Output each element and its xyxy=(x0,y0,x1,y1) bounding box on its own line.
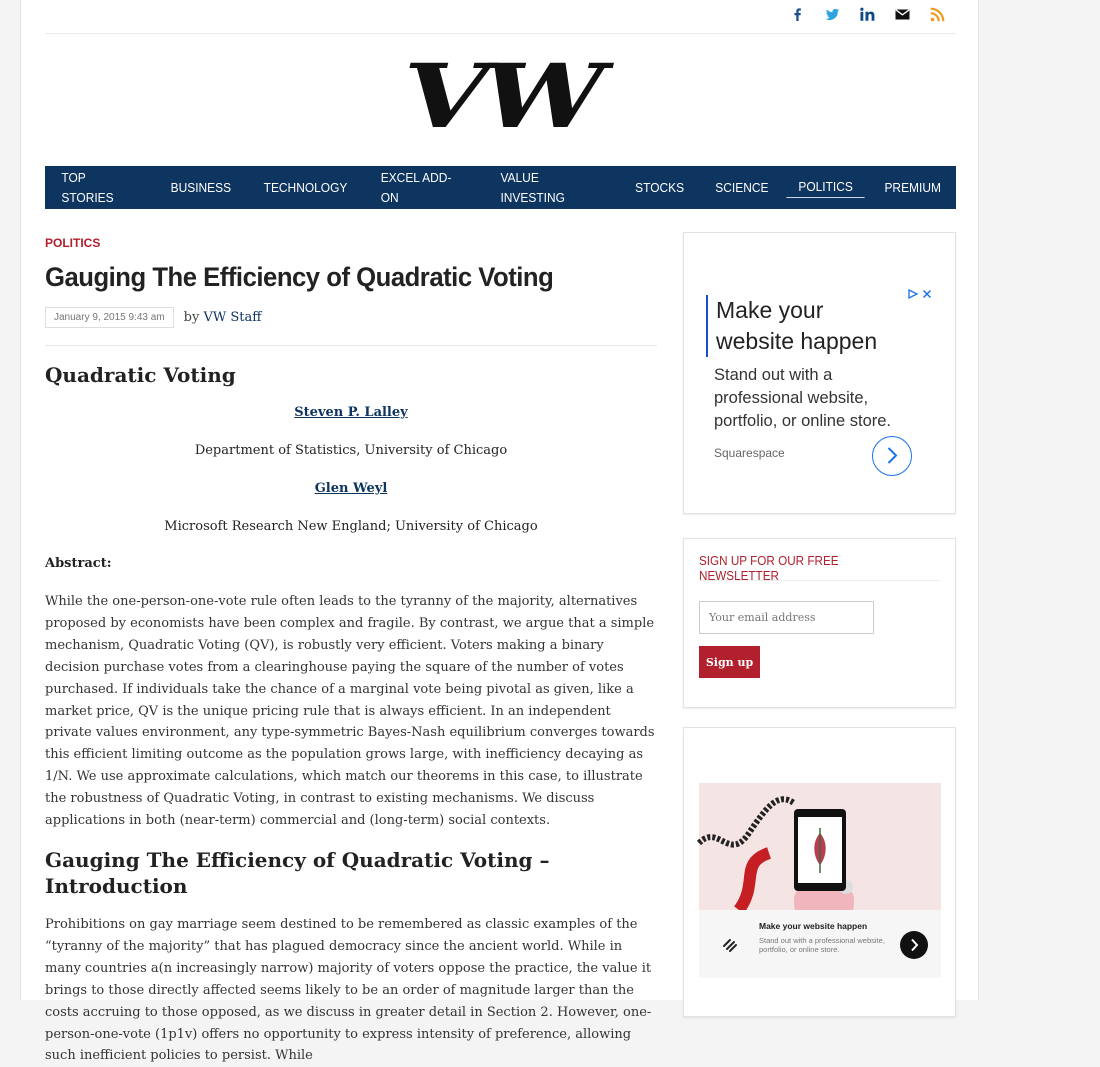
chevron-right-icon xyxy=(900,931,928,959)
newsletter-title: SIGN UP FOR OUR FREE NEWSLETTER xyxy=(699,553,839,583)
author1-link[interactable]: Steven P. Lalley xyxy=(294,405,408,420)
ad-squarespace-bottom[interactable] xyxy=(683,727,956,1017)
intro-text: Prohibitions on gay marriage seem destined to be remembered as classic examples of the “tyranny of the majority” that has plagued democracy since the ancient world. While in many countries a(n increasingly narrow) majority of voters oppose the practice, the value it brings to those directly affected seems likely to be an order of magnitude larger than the costs accruing to those opposed, as we discuss in greater detail in Section 2. However, one-person-one-vote (1p1v) offers no opportunity to express intensity of preference, allowing such inefficient policies to persist. While xyxy=(45,916,652,1064)
ad-card-arrow-button[interactable] xyxy=(900,931,928,959)
article-date: January 9, 2015 9:43 am xyxy=(45,307,174,328)
ad-headline-line1: Make your xyxy=(716,297,824,323)
author1-line xyxy=(45,401,657,425)
sign-up-button[interactable]: Sign up xyxy=(699,646,760,678)
ad-card-description: Stand out with a professional website, portfolio, or online store. xyxy=(759,936,885,954)
nav-premium[interactable]: PREMIUM xyxy=(884,179,941,195)
article-title: Gauging The Efficiency of Quadratic Voting xyxy=(45,262,554,292)
nav-excel-add-on[interactable]: EXCEL ADD-ON xyxy=(380,169,452,205)
ad-card-title: Make your website happen xyxy=(759,921,868,931)
ad-squarespace-top[interactable] xyxy=(683,232,956,514)
linkedin-icon[interactable] xyxy=(857,4,878,25)
main-nav xyxy=(45,166,956,209)
abstract-label: Abstract: xyxy=(45,556,112,571)
top-bar xyxy=(45,0,956,34)
author-link[interactable]: VW Staff xyxy=(203,309,262,325)
article-meta xyxy=(45,306,657,328)
nav-politics[interactable]: POLITICS xyxy=(787,177,865,198)
facebook-icon[interactable] xyxy=(787,4,808,25)
site-logo[interactable]: VW xyxy=(403,44,598,148)
squarespace-logo-icon xyxy=(721,936,739,954)
email-field[interactable] xyxy=(699,601,874,634)
author2-link[interactable]: Glen Weyl xyxy=(314,481,388,496)
nav-business[interactable]: BUSINESS xyxy=(170,179,231,195)
ad-brand[interactable]: Squarespace xyxy=(714,446,785,460)
affiliation1: Department of Statistics, University of Chicago xyxy=(194,443,508,458)
ad-description: Stand out with a professional website, portfolio, or online store. xyxy=(714,366,892,430)
ad-card[interactable] xyxy=(699,910,941,978)
sidebar xyxy=(683,232,956,1017)
newsletter-widget xyxy=(683,538,956,708)
twitter-icon[interactable] xyxy=(822,4,843,25)
page xyxy=(20,0,979,1064)
rss-icon[interactable] xyxy=(927,4,948,25)
email-icon[interactable] xyxy=(892,4,913,25)
nav-stocks[interactable]: STOCKS xyxy=(635,179,685,195)
nav-science[interactable]: SCIENCE xyxy=(714,179,769,195)
section-heading-quadratic-voting: Quadratic Voting xyxy=(45,363,236,387)
ad-image[interactable] xyxy=(699,783,941,910)
affiliation2: Microsoft Research New England; University of Chicago xyxy=(164,519,538,534)
article xyxy=(45,232,657,1067)
ad-headline-line2: website happen xyxy=(716,328,878,354)
adchoices-icon[interactable] xyxy=(908,289,932,299)
divider xyxy=(45,345,657,346)
byline xyxy=(184,310,262,325)
chevron-right-icon xyxy=(873,437,910,474)
social-links xyxy=(787,4,948,25)
section-heading-introduction: Gauging The Efficiency of Quadratic Voting – Introduction xyxy=(45,847,550,898)
nav-top-stories[interactable]: TOP STORIES xyxy=(61,169,114,205)
article-category[interactable]: POLITICS xyxy=(45,236,101,250)
author2-line xyxy=(45,477,657,501)
nav-technology[interactable]: TECHNOLOGY xyxy=(263,179,347,195)
abstract-text: While the one-person-one-vote rule often leads to the tyranny of the majority, alternatives proposed by economists have been complex and fragile. By contrast, we argue that a simple mechanism, Quadratic Voting (QV), is robustly very efficient. Voters making a binary decision purchase votes from a clearinghouse paying the square of the number of votes purchased. If individuals take the chance of a marginal vote being pivotal as given, like a market price, QV is the unique pricing rule that is always efficient. In an independent private values environment, any type-symmetric Bayes-Nash equilibrium converges towards this efficient limiting outcome as the population grows large, with inefficiency decaying as 1/N. We use approximate calculations, which match our theorems in this case, to illustrate the robustness of Quadratic Voting, in contrast to existing mechanisms. We discuss applications in both (near-term) commercial and (long-term) social contexts. xyxy=(45,594,655,829)
phone-illustration-icon xyxy=(699,783,941,910)
nav-value-investing[interactable]: VALUE INVESTING xyxy=(500,169,565,205)
ad-arrow-button[interactable] xyxy=(872,436,912,476)
ad-headline[interactable] xyxy=(706,295,877,357)
byline-prefix: by xyxy=(183,309,200,325)
newsletter-divider xyxy=(699,580,941,581)
